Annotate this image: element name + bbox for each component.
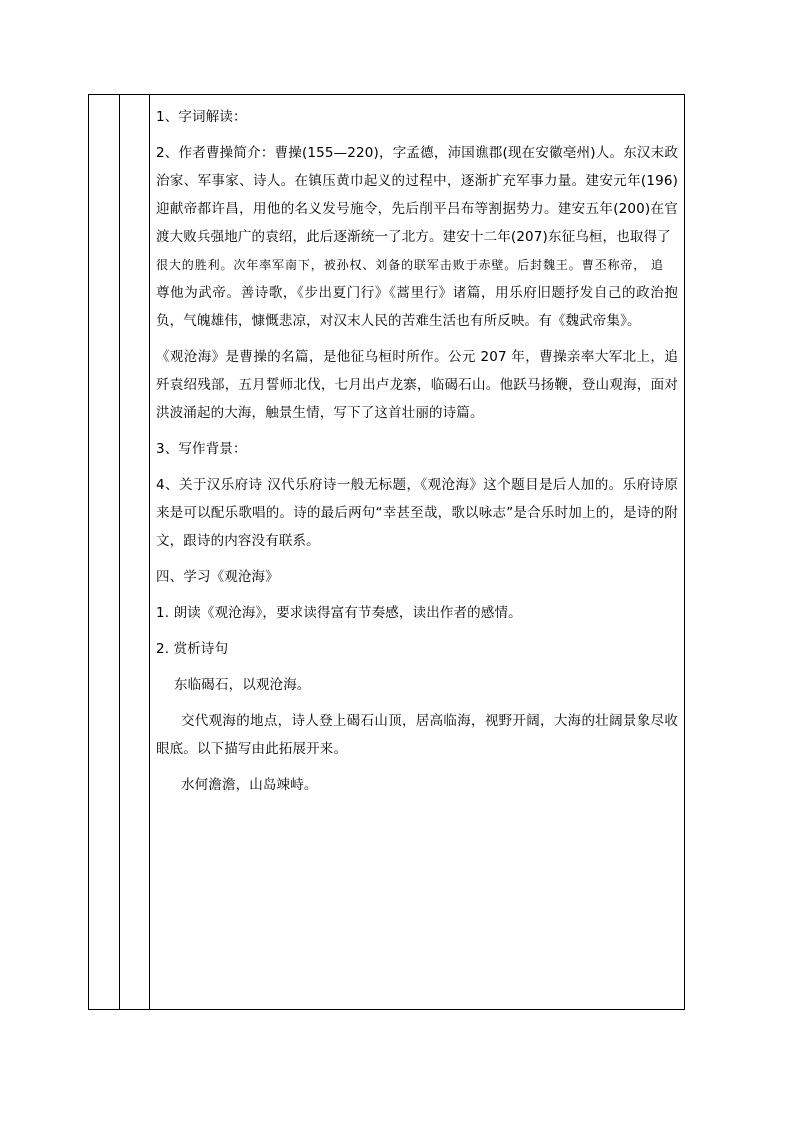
list-item-appreciate-lines: 2. 赏析诗句 bbox=[156, 641, 229, 657]
paragraph-line-analysis: 交代观海的地点，诗人登上碣石山顶，居高临海，视野开阔，大海的壮阔景象尽收眼底。以下描写由此拓展开来。 bbox=[156, 713, 678, 757]
paragraph-writing-background: 3、写作背景： bbox=[156, 441, 247, 457]
paragraph-poem-background: 《观沧海》是曹操的名篇，是他征乌桓时所作。公元 207 年，曹操亲率大军北上，追歼袁绍残部，五月誓师北伐，七月出卢龙寨，临碣石山。他跃马扬鞭，登山观海，面对洪波涌起的大海，触景生情，写下了这首壮丽的诗篇。 bbox=[156, 349, 678, 421]
poem-line-2: 水何澹澹，山岛竦峙。 bbox=[181, 777, 318, 793]
table-column-divider-1 bbox=[119, 95, 120, 1009]
paragraph-author-works: 尊他为武帝。善诗歌，《步出夏门行》《蒿里行》诸篇，用乐府旧题抒发自己的政治抱负，气魄雄伟，慷慨悲凉，对汉末人民的苦难生活也有所反映。有《魏武帝集》。 bbox=[156, 285, 678, 329]
paragraph-author-intro: 2、作者曹操简介：曹操(155—220)，字孟德，沛国谯郡(现在安徽亳州)人。东汉末政治家、军事家、诗人。在镇压黄巾起义的过程中，逐渐扩充军事力量。建安元年(196)迎献帝都许昌，用他的名义发号施令，先后削平吕布等割据势力。建安五年(200)在官渡大败兵强地广的袁绍，此后逐渐统一了北方。建安十二年(207)东征乌桓，也取得了 bbox=[156, 145, 678, 245]
paragraph-yuefu-poetry: 4、关于汉乐府诗 汉代乐府诗一般无标题，《观沧海》这个题目是后人加的。乐府诗原来是可以配乐歌唱的。诗的最后两句“幸甚至哉，歌以咏志”是合乐时加上的，是诗的附文，跟诗的内容没有联系。 bbox=[156, 477, 678, 549]
document-table bbox=[88, 94, 685, 1010]
content-cell bbox=[150, 95, 684, 1009]
poem-line-1: 东临碣石，以观沧海。 bbox=[174, 677, 311, 693]
paragraph-word-interpretation: 1、字词解读： bbox=[156, 109, 247, 125]
section-heading-study-poem: 四、学习《观沧海》 bbox=[156, 569, 279, 585]
list-item-read-aloud: 1. 朗读《观沧海》，要求读得富有节奏感，读出作者的感情。 bbox=[156, 605, 522, 621]
paragraph-author-intro-continued: 很大的胜利。次年率军南下，被孙权、刘备的联军击败于赤壁。后封魏王。曹丕称帝， 追 bbox=[156, 258, 664, 272]
